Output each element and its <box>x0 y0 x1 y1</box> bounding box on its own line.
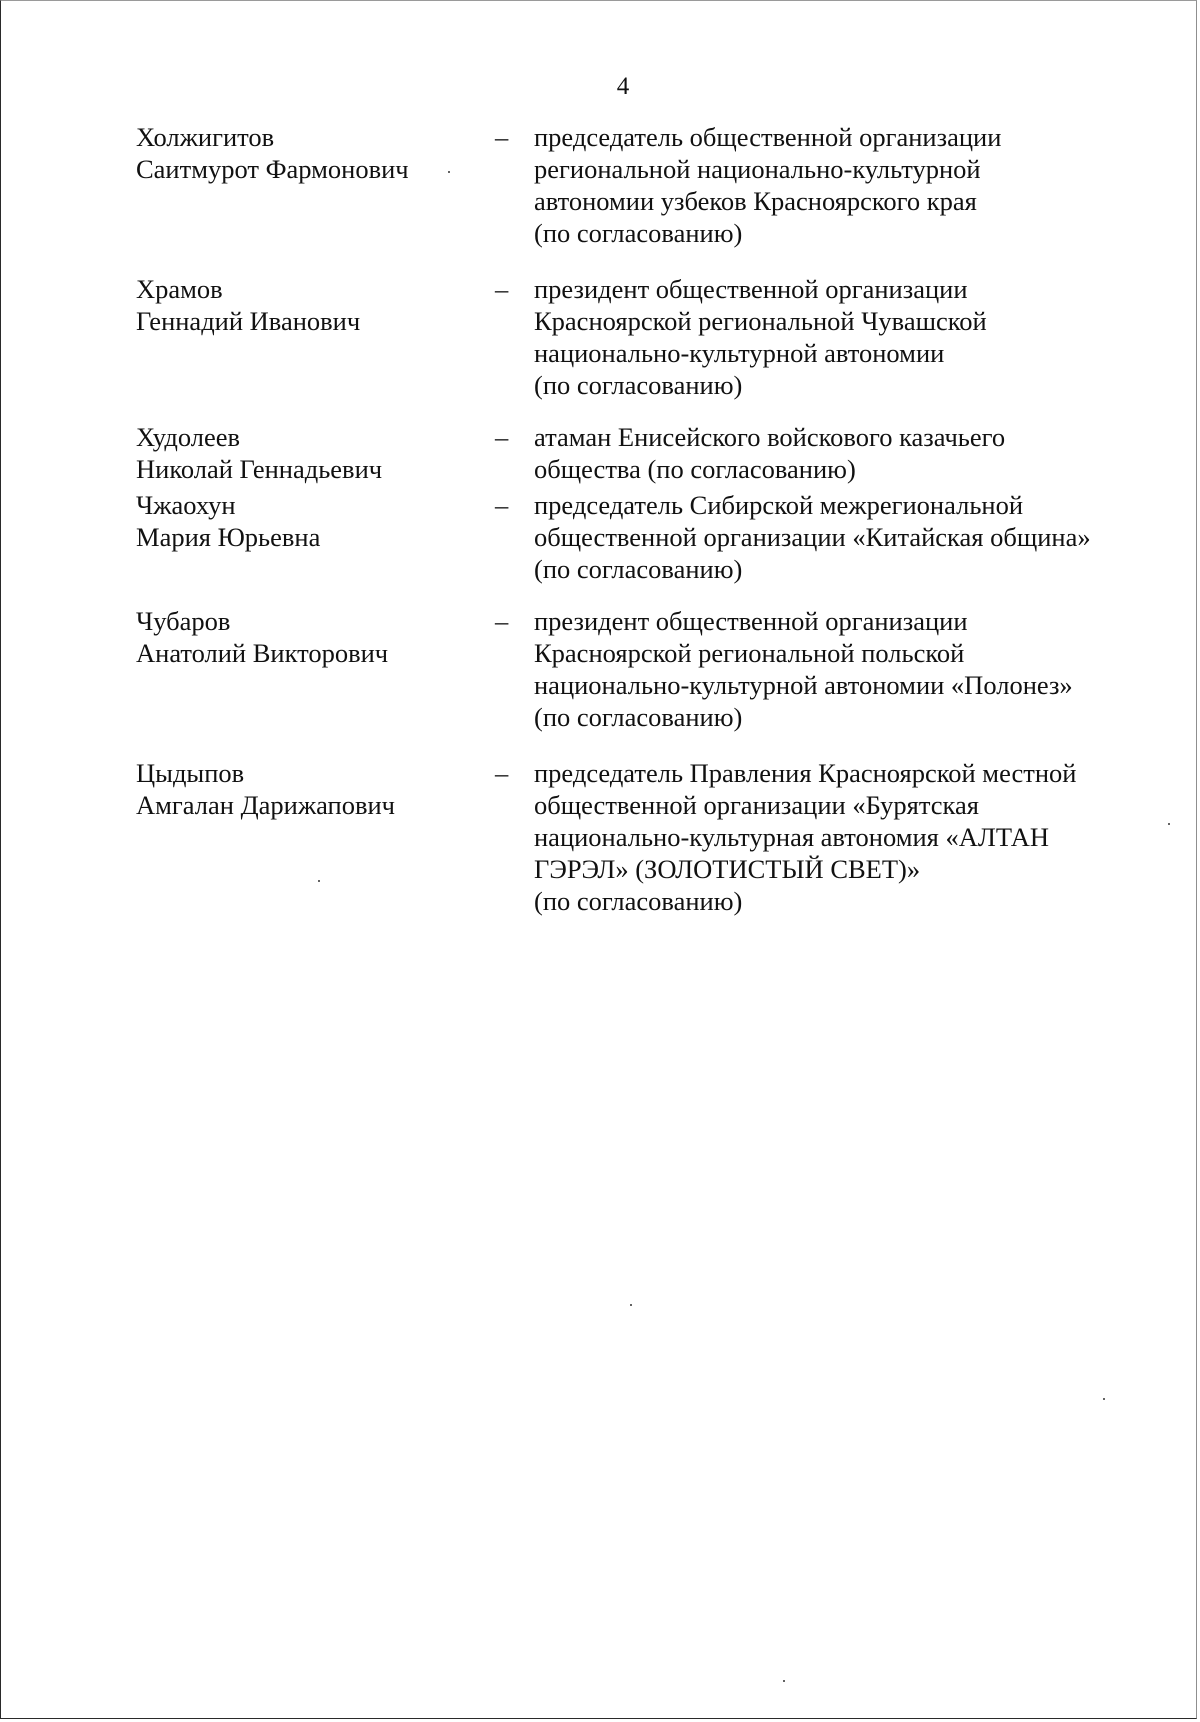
member-name <box>136 605 476 669</box>
member-entry <box>136 273 1146 401</box>
member-role: атаман Енисейского войскового казачьего общества (по согласованию) <box>534 422 1006 484</box>
separator-dash: – <box>495 122 509 152</box>
separator-dash: – <box>495 606 509 636</box>
entry-spacer <box>136 249 1146 273</box>
member-entry <box>136 489 1146 585</box>
member-role: президент общественной организации Красноярской региональной польской национально-культурной автономии «Полонез» (по согласованию) <box>534 606 1073 732</box>
entry-spacer <box>136 401 1146 421</box>
member-entry <box>136 121 1146 249</box>
member-name <box>136 273 476 337</box>
scan-speck <box>1168 823 1170 825</box>
member-entry <box>136 757 1146 917</box>
member-entry <box>136 421 1146 485</box>
member-first-names: Мария Юрьевна <box>136 522 321 552</box>
member-first-names: Анатолий Викторович <box>136 638 389 668</box>
member-last-name: Цыдыпов <box>136 758 245 788</box>
member-last-name: Чубаров <box>136 606 231 636</box>
separator-dash: – <box>495 758 509 788</box>
separator-dash: – <box>495 490 509 520</box>
member-first-names: Амгалан Дарижапович <box>136 790 396 820</box>
entry-spacer <box>136 733 1146 757</box>
member-name <box>136 757 476 821</box>
member-name <box>136 489 476 553</box>
member-last-name: Храмов <box>136 274 223 304</box>
scan-speck <box>783 1680 785 1682</box>
scan-speck <box>448 171 450 173</box>
member-first-names: Геннадий Иванович <box>136 306 361 336</box>
member-name <box>136 421 476 485</box>
member-first-names: Саитмурот Фармонович <box>136 154 409 184</box>
member-last-name: Худолеев <box>136 422 241 452</box>
member-role: председатель общественной организации региональной национально-культурной автономии узбеков Красноярского края (по согласованию) <box>534 122 1002 248</box>
member-first-names: Николай Геннадьевич <box>136 454 383 484</box>
member-role: председатель Сибирской межрегиональной общественной организации «Китайская община» (по согласованию) <box>534 490 1091 584</box>
page-number: 4 <box>616 73 630 100</box>
member-name <box>136 121 476 185</box>
member-role: президент общественной организации Красноярской региональной Чувашской национально-культурной автономии (по согласованию) <box>534 274 987 400</box>
scan-speck <box>630 1304 632 1306</box>
member-entry <box>136 605 1146 733</box>
separator-dash: – <box>495 422 509 452</box>
member-role: председатель Правления Красноярской местной общественной организации «Бурятская национально-культурная автономия «АЛТАН ГЭРЭЛ» (ЗОЛОТИСТЫЙ СВЕТ)» (по согласованию) <box>534 758 1077 916</box>
entry-spacer <box>136 585 1146 605</box>
member-last-name: Чжаохун <box>136 490 236 520</box>
scan-speck <box>1103 1398 1105 1400</box>
separator-dash: – <box>495 274 509 304</box>
member-last-name: Холжигитов <box>136 122 275 152</box>
member-list <box>136 121 1146 917</box>
scan-speck <box>318 880 320 882</box>
